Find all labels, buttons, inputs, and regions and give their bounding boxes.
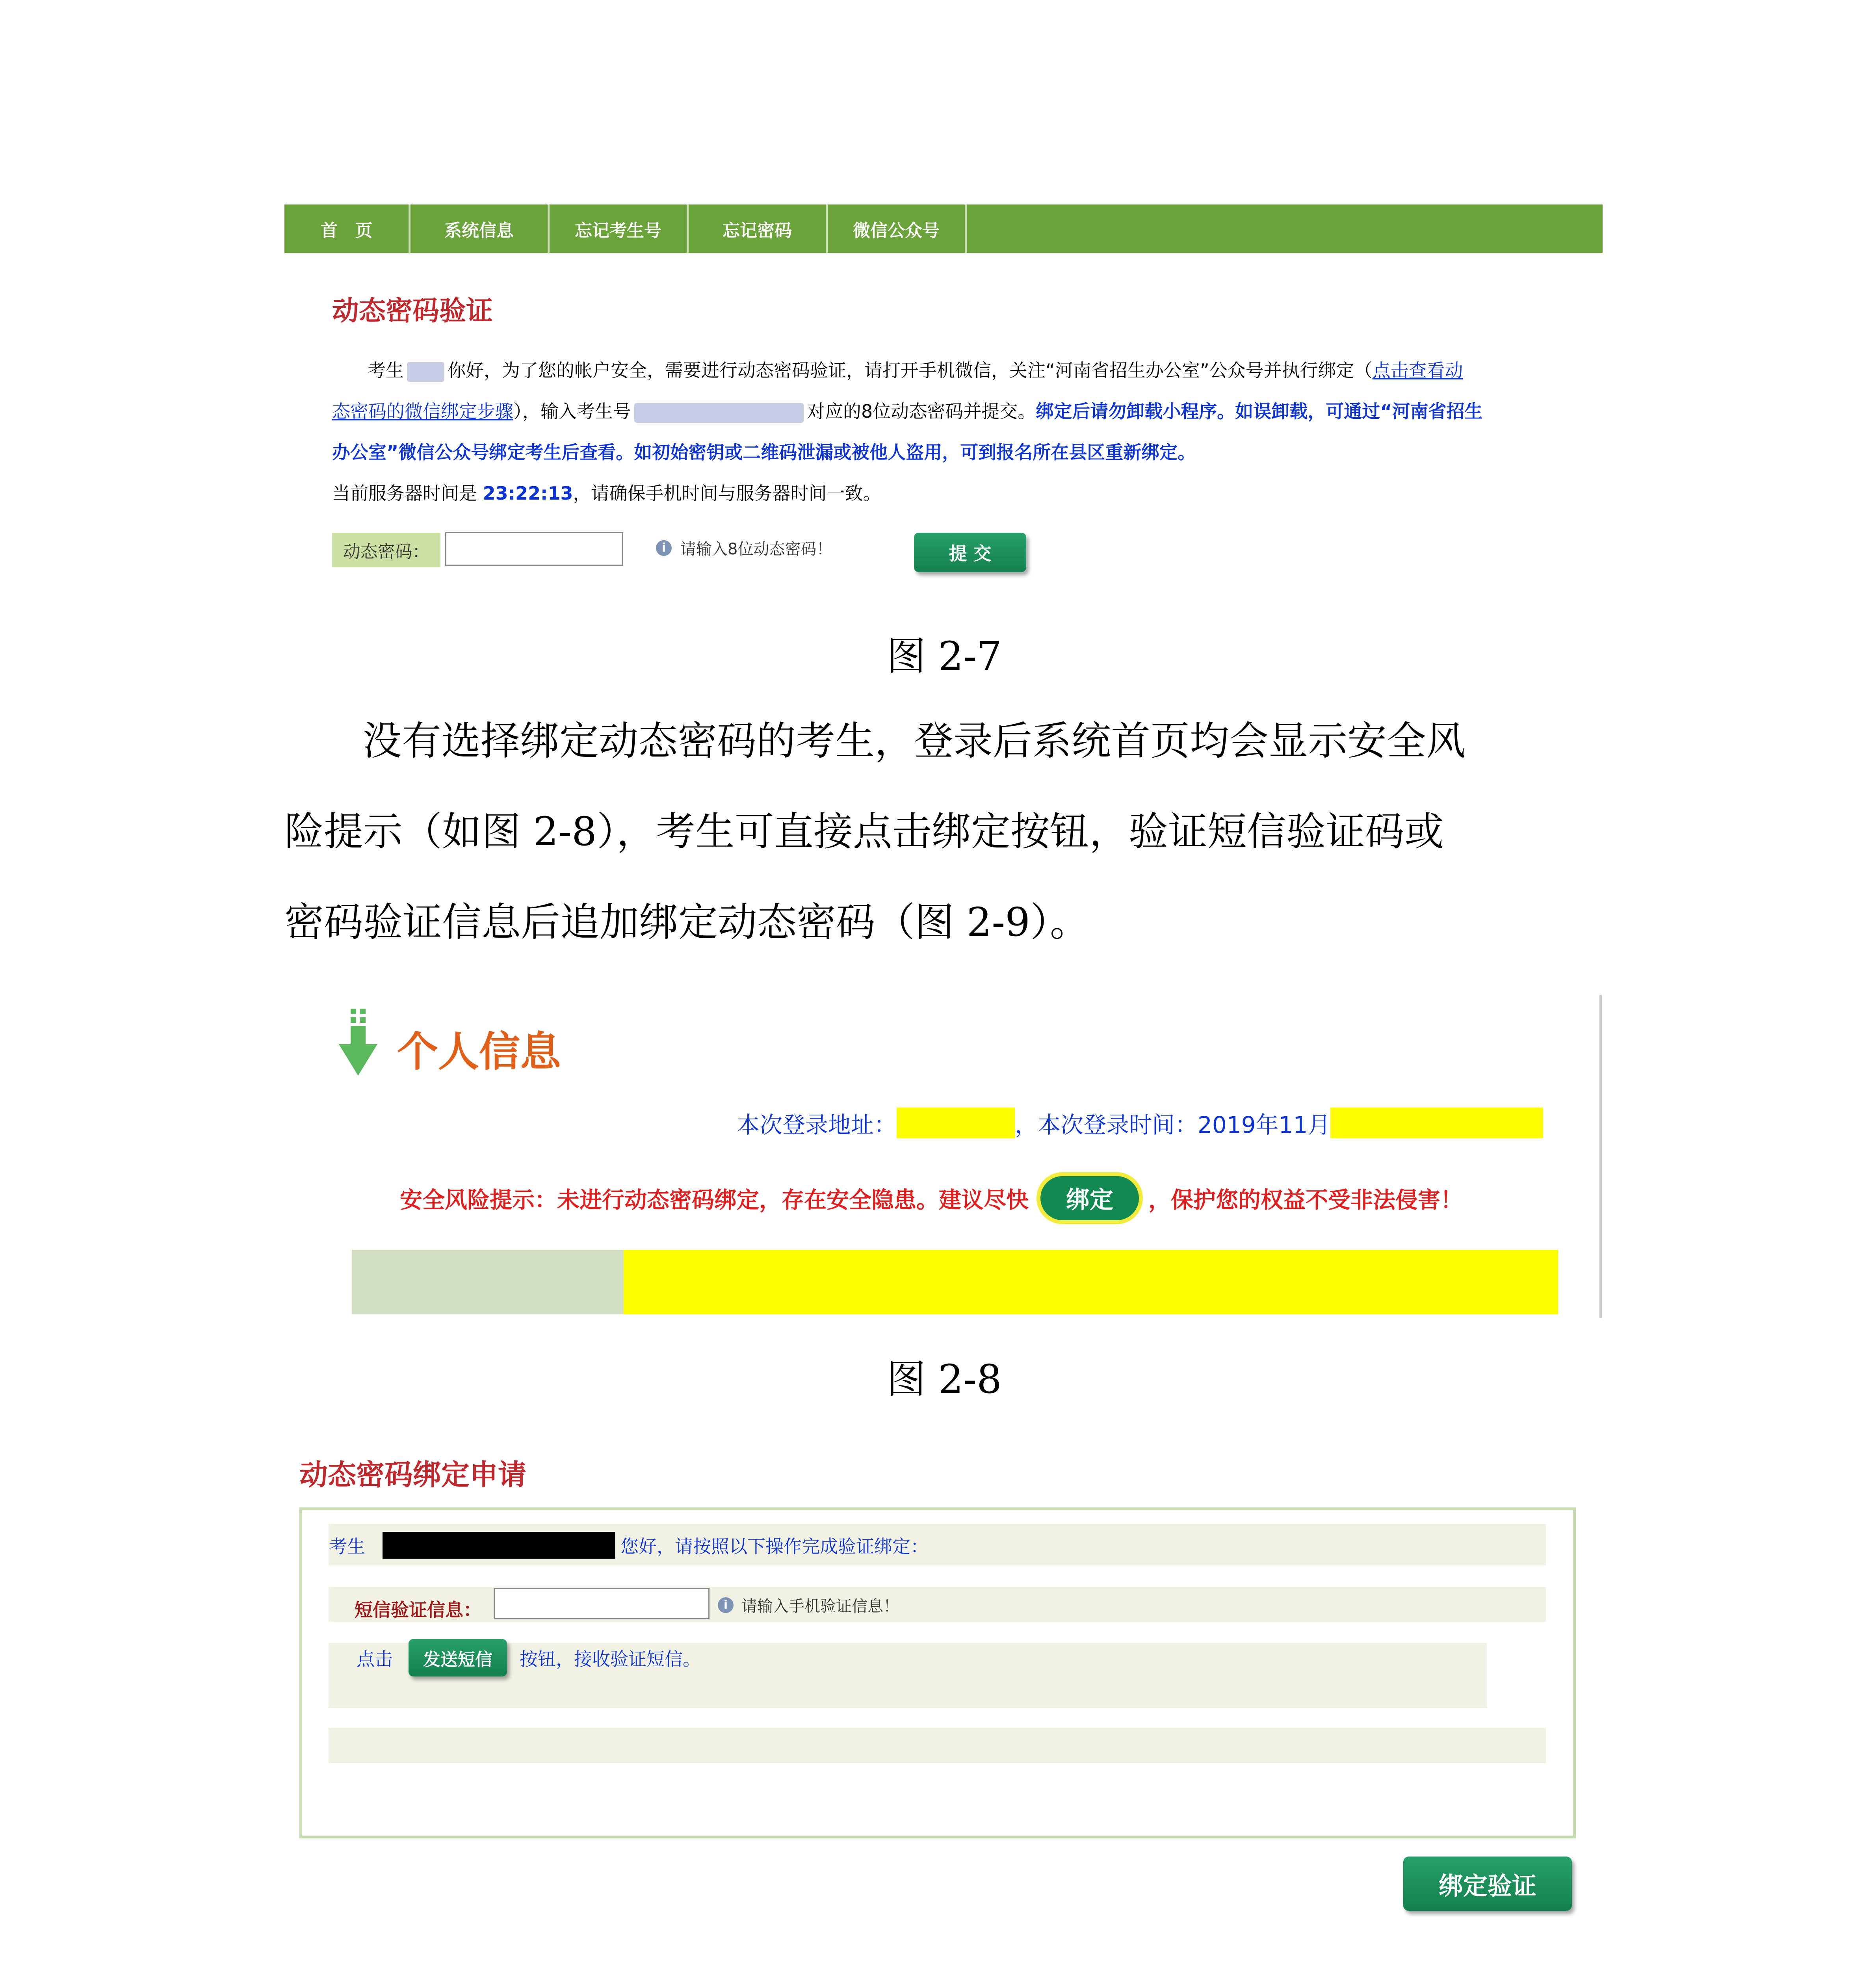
redacted-time xyxy=(1330,1108,1543,1138)
text-segment: ），输入考生号 xyxy=(513,401,631,422)
fig7-text-line-2 xyxy=(332,391,1569,432)
redacted-address xyxy=(897,1108,1015,1138)
text-segment: 对应的8位动态密码并提交。 xyxy=(807,401,1036,422)
dynamic-password-input[interactable] xyxy=(445,532,623,566)
bind-verify-button[interactable]: 绑定验证 xyxy=(1403,1857,1572,1911)
paragraph-line: 险提示（如图 2-8），考生可直接点击绑定按钮，验证短信验证码或 xyxy=(284,808,1444,855)
binding-steps-link[interactable]: 点击查看动 xyxy=(1372,360,1463,381)
text-segment: 当前服务器时间是 xyxy=(332,483,483,504)
download-arrow-icon xyxy=(339,1009,386,1080)
caption-fig-2-7: 图 2-7 xyxy=(886,633,1002,679)
redacted-info-bar xyxy=(624,1250,1558,1314)
risk-text: 安全风险提示：未进行动态密码绑定，存在安全隐患。建议尽快 xyxy=(400,1187,1029,1213)
binding-steps-link-cont[interactable]: 态密码的微信绑定步骤 xyxy=(332,401,513,422)
fig7-text-line-1 xyxy=(332,350,1569,391)
warning-text: 绑定后请勿卸载小程序。如误卸载，可通过“河南省招生 xyxy=(1036,401,1483,422)
server-time-line xyxy=(332,473,1569,514)
bind-button[interactable]: 绑定 xyxy=(1036,1172,1143,1224)
candidate-greeting xyxy=(329,1532,929,1559)
login-address-label: 本次登录地址： xyxy=(737,1111,897,1138)
info-icon: i xyxy=(718,1597,734,1613)
text-segment: 您好，请按照以下操作完成验证绑定： xyxy=(620,1536,929,1557)
personal-info-title: 个人信息 xyxy=(397,1028,561,1076)
dynamic-password-label: 动态密码： xyxy=(332,533,440,567)
form-row xyxy=(329,1728,1546,1763)
password-hint-text: 请输入8位动态密码！ xyxy=(680,540,832,558)
text-segment: 点击 xyxy=(357,1648,393,1670)
dynamic-password-title: 动态密码验证 xyxy=(332,296,493,327)
sms-hint-text: 请输入手机验证信息！ xyxy=(741,1597,899,1615)
info-icon: i xyxy=(656,540,672,556)
security-risk-warning xyxy=(400,1172,1463,1224)
nav-forgot-candidate-number[interactable]: 忘记考生号 xyxy=(550,204,689,253)
redacted-candidate xyxy=(383,1532,615,1559)
send-sms-button[interactable]: 发送短信 xyxy=(409,1639,507,1676)
panel-border xyxy=(1599,995,1602,1318)
nav-system-info[interactable]: 系统信息 xyxy=(410,204,550,253)
login-time-label: ，本次登录时间：2019年11月 xyxy=(1015,1111,1331,1138)
binding-application-title: 动态密码绑定申请 xyxy=(299,1458,527,1491)
nav-home[interactable]: 首 页 xyxy=(284,204,410,253)
redacted-candidate-number xyxy=(634,403,804,423)
info-bar xyxy=(352,1250,624,1314)
fig7-text-line-3: 办公室”微信公众号绑定考生后查看。如初始密钥或二维码泄漏或被他人盗用，可到报名所在县区重新绑定。 xyxy=(332,442,1196,463)
redacted-name xyxy=(407,362,444,382)
sms-verification-input[interactable] xyxy=(494,1588,710,1619)
nav-wechat-account[interactable]: 微信公众号 xyxy=(828,204,967,253)
server-time-value: 23:22:13 xyxy=(483,483,573,504)
paragraph-line: 密码验证信息后追加绑定动态密码（图 2-9）。 xyxy=(284,899,1089,945)
login-info-line xyxy=(737,1106,1543,1139)
nav-forgot-password[interactable]: 忘记密码 xyxy=(689,204,828,253)
text-segment: 你好，为了您的帐户安全，需要进行动态密码验证，请打开手机微信，关注“河南省招生办公室”公众号并执行绑定（ xyxy=(448,360,1373,381)
text-segment: ，请确保手机时间与服务器时间一致。 xyxy=(573,483,881,504)
caption-fig-2-8: 图 2-8 xyxy=(886,1356,1002,1402)
submit-button[interactable]: 提 交 xyxy=(914,533,1026,572)
text-segment: 考生 xyxy=(368,360,404,381)
risk-text: ，保护您的权益不受非法侵害！ xyxy=(1148,1187,1463,1213)
sms-verification-label: 短信验证信息： xyxy=(355,1599,481,1621)
paragraph-line: 没有选择绑定动态密码的考生，登录后系统首页均会显示安全风 xyxy=(362,718,1466,764)
nav-bar xyxy=(284,204,1603,253)
sms-hint xyxy=(718,1594,899,1616)
text-segment: 按钮，接收验证短信。 xyxy=(520,1648,701,1670)
password-hint xyxy=(656,537,832,559)
text-segment: 考生 xyxy=(329,1536,365,1557)
send-sms-line xyxy=(357,1639,701,1676)
